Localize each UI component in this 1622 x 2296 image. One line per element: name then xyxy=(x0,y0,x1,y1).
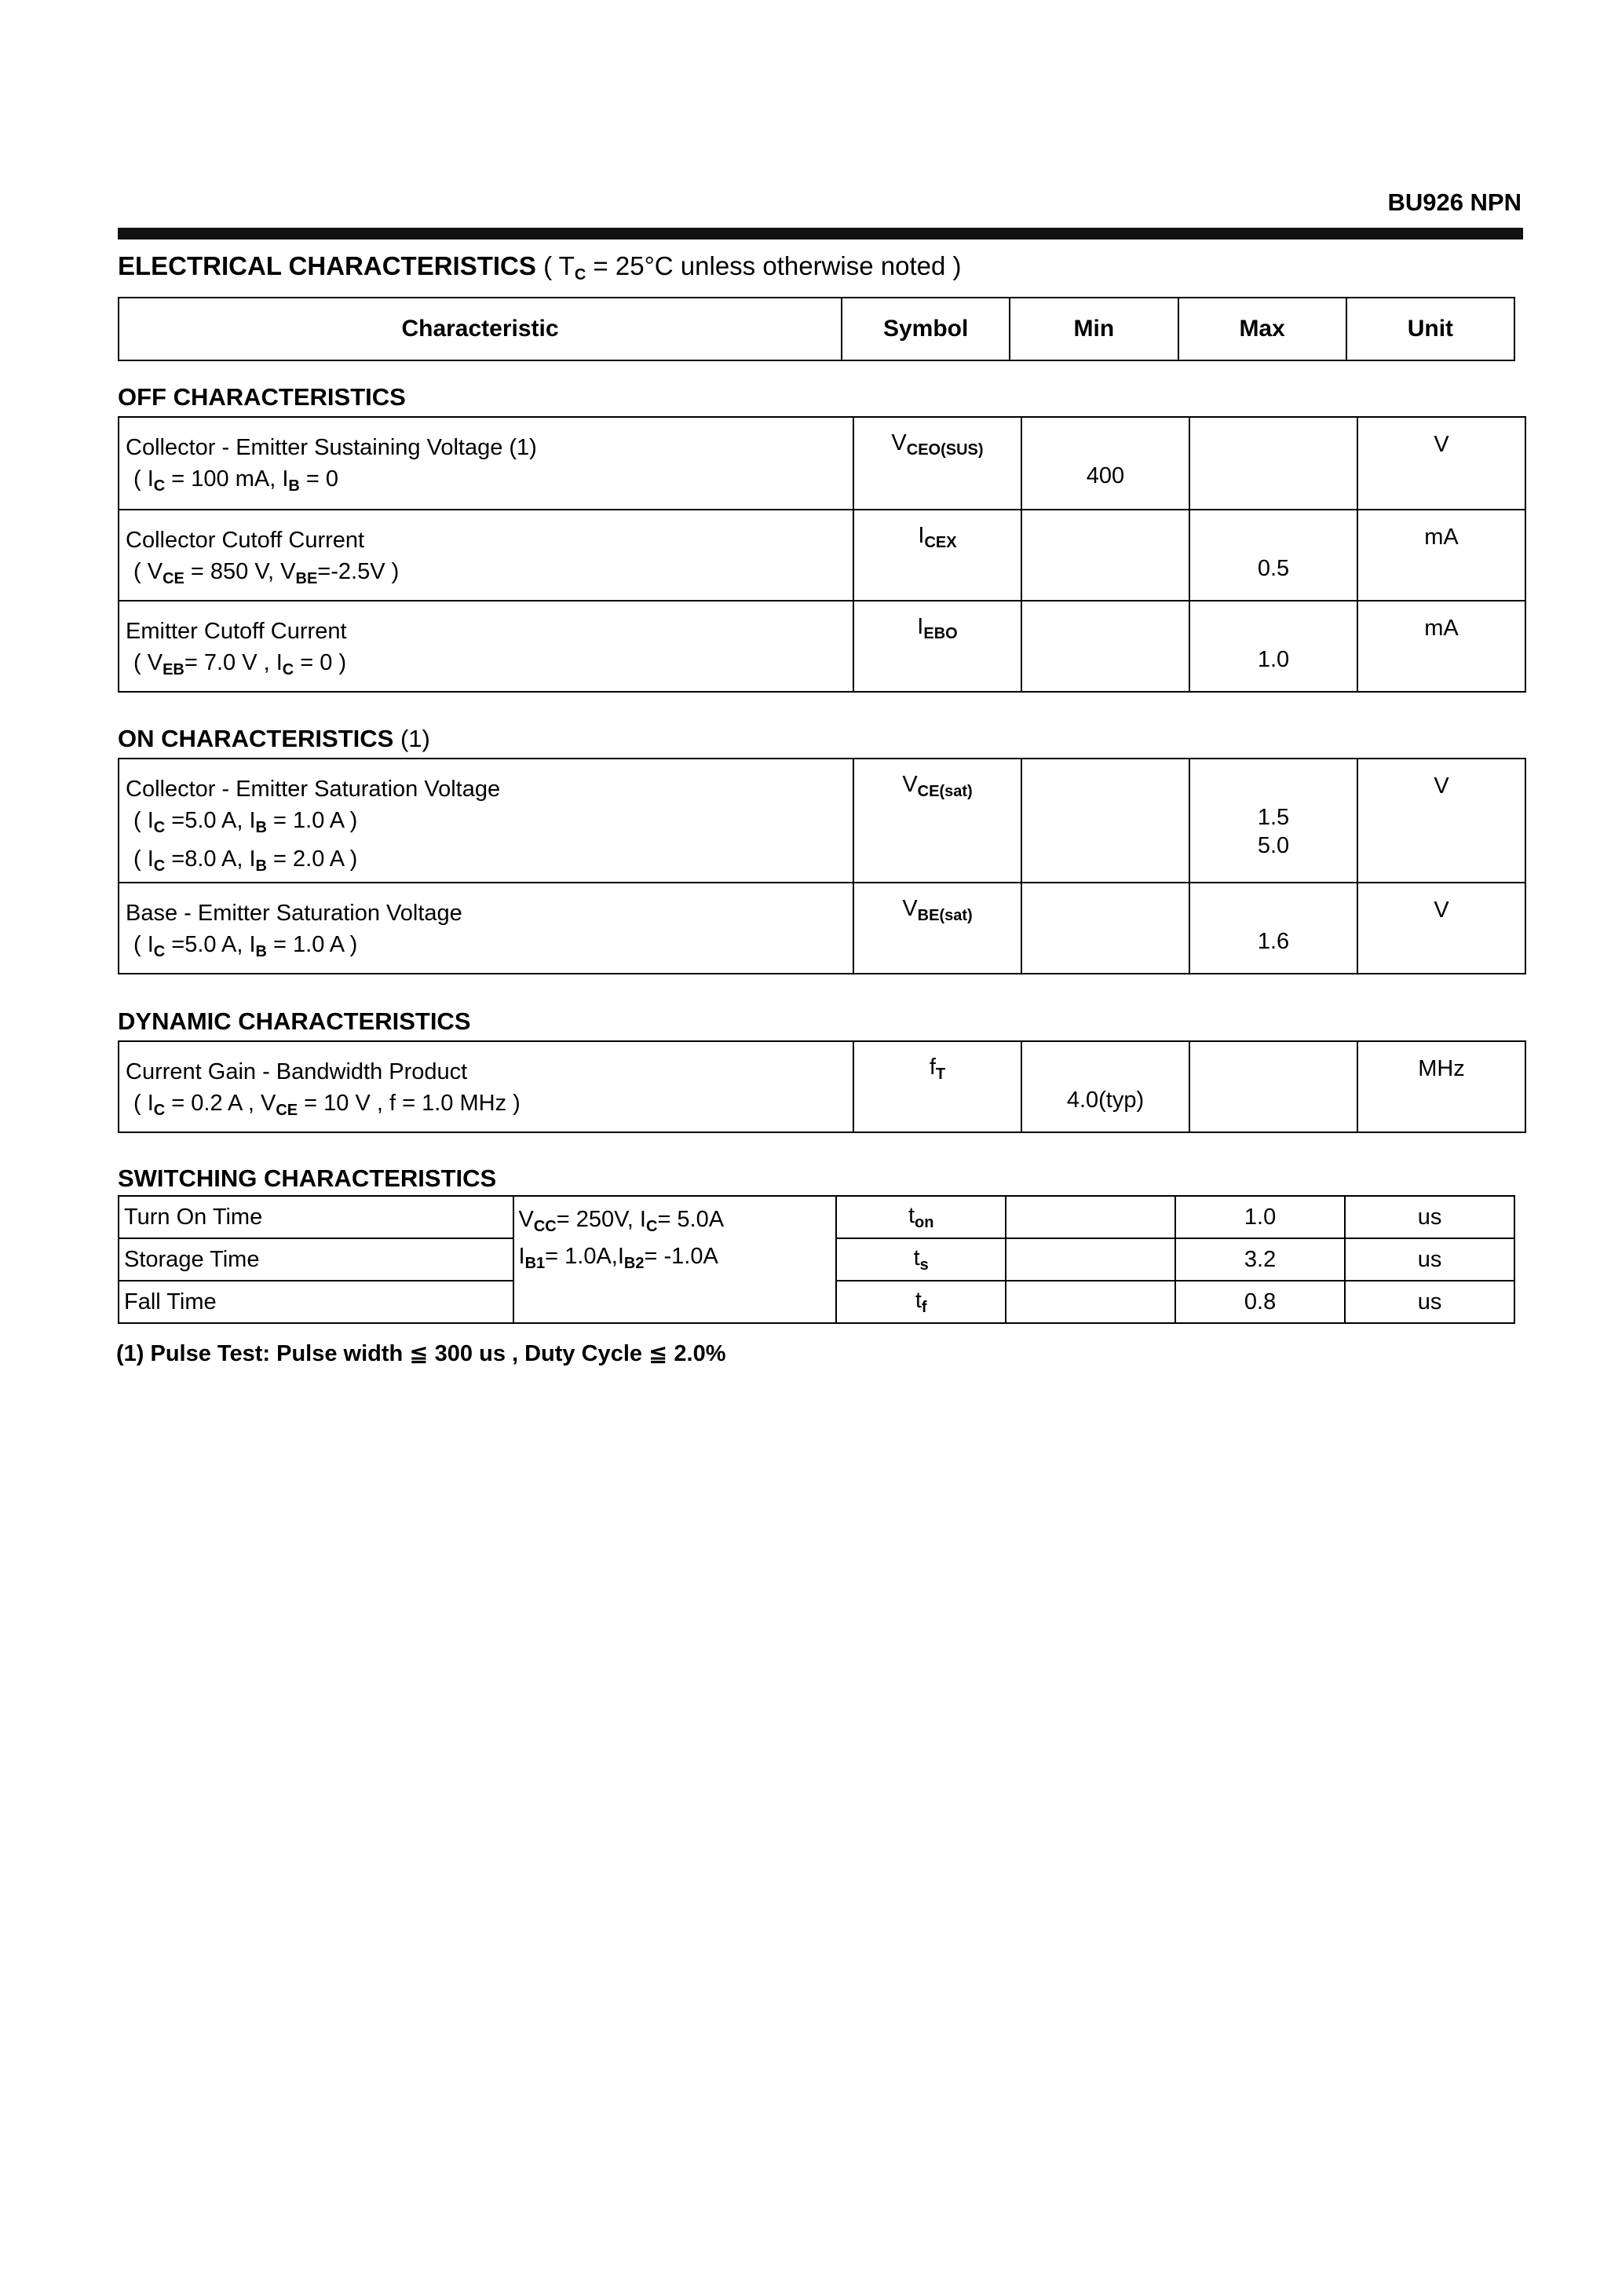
dynamic-row-symbol: $f_T$ xyxy=(929,1055,946,1083)
page-title xyxy=(118,251,961,284)
off-row2-name: Collector Cutoff Current xyxy=(126,528,365,553)
on-row1-symbol: $V_{CE(sat)}$ xyxy=(902,772,973,800)
header-table xyxy=(118,297,1515,361)
off-row1-cond: ( $I_C = 100$ mA, $I_B = 0$ xyxy=(133,466,339,495)
dynamic-row-min: 4.0(typ) xyxy=(1066,1088,1145,1113)
off-table xyxy=(118,416,1526,693)
switching-row2-unit: us xyxy=(1345,1238,1514,1281)
switching-row1-unit: us xyxy=(1345,1196,1514,1238)
header-characteristic: Characteristic xyxy=(119,298,842,360)
off-row2-unit: mA xyxy=(1424,525,1459,550)
table-row xyxy=(119,601,1525,692)
off-row1-name: Collector - Emitter Sustaining Voltage (1) xyxy=(126,435,537,460)
off-row1-symbol: $V_{CEO(SUS)}$ xyxy=(891,430,984,459)
on-row1-name: Collector - Emitter Saturation Voltage xyxy=(126,777,501,802)
off-row3-cond: ( $V_{EB}= 7.0$ V , $I_C = 0$ ) xyxy=(133,650,347,678)
table-row xyxy=(119,1041,1525,1132)
table-row xyxy=(119,1196,1514,1238)
on-row2-name: Base - Emitter Saturation Voltage xyxy=(126,901,462,926)
switching-row3-unit: us xyxy=(1345,1281,1514,1323)
header-min: Min xyxy=(1010,298,1178,360)
footnote: (1) Pulse Test: Pulse width ≦ 300 us , Duty Cycle ≦ 2.0% xyxy=(116,1341,726,1366)
switching-row1-max: 1.0 xyxy=(1175,1196,1345,1238)
off-row3-symbol: $I_{EBO}$ xyxy=(917,614,958,642)
switching-row3-max: 0.8 xyxy=(1175,1281,1345,1323)
title-sub: C xyxy=(574,266,586,283)
on-table xyxy=(118,758,1526,974)
off-row3-unit: mA xyxy=(1424,616,1459,641)
on-row2-symbol: $V_{BE(sat)}$ xyxy=(902,896,973,924)
switching-row3-name: Fall Time xyxy=(119,1281,513,1323)
part-number: BU926 NPN xyxy=(1387,188,1522,216)
switching-row2-symbol: $t_s$ xyxy=(836,1238,1006,1281)
switching-row2-max: 3.2 xyxy=(1175,1238,1345,1281)
on-row2-cond: ( $I_C =5.0$ A, $I_B = 1.0$ A ) xyxy=(133,932,358,960)
off-row2-max: 0.5 xyxy=(1257,556,1290,581)
switching-row2-name: Storage Time xyxy=(119,1238,513,1281)
title-open: ( T xyxy=(543,251,575,280)
on-row1-max1: 1.5 xyxy=(1257,805,1290,830)
table-row xyxy=(119,759,1525,883)
off-row1-unit: V xyxy=(1434,432,1449,457)
switching-row1-symbol: $t_{on}$ xyxy=(836,1196,1006,1238)
table-row xyxy=(119,883,1525,974)
switching-section-title: SWITCHING CHARACTERISTICS xyxy=(118,1164,497,1192)
off-row3-max: 1.0 xyxy=(1257,647,1290,672)
on-row1-cond1: ( $I_C =5.0$ A, $I_B = 1.0$ A ) xyxy=(133,808,358,836)
dynamic-row-cond: ( $I_C = 0.2$ A , $V_{CE} = 10$ V , f = 1.0 MHz ) xyxy=(133,1091,521,1119)
table-row xyxy=(119,510,1525,601)
header-unit: Unit xyxy=(1346,298,1514,360)
dynamic-table xyxy=(118,1040,1526,1133)
on-row2-unit: V xyxy=(1434,898,1449,923)
dynamic-section-title: DYNAMIC CHARACTERISTICS xyxy=(118,1007,471,1035)
off-row2-cond: ( $V_{CE} = 850$ V, $V_{BE}=-2.5V$ ) xyxy=(133,559,400,587)
on-section-title: ON CHARACTERISTICS (1) xyxy=(118,725,430,752)
switching-row1-name: Turn On Time xyxy=(119,1196,513,1238)
off-row2-symbol: $I_{CEX}$ xyxy=(918,523,957,551)
switching-table xyxy=(118,1195,1515,1324)
on-row2-max: 1.6 xyxy=(1257,929,1290,954)
dynamic-row-unit: MHz xyxy=(1418,1056,1465,1081)
title-bold: ELECTRICAL CHARACTERISTICS xyxy=(118,251,536,280)
on-row1-max2: 5.0 xyxy=(1257,833,1290,858)
dynamic-row-name: Current Gain - Bandwidth Product xyxy=(126,1059,468,1084)
switching-row3-symbol: $t_f$ xyxy=(836,1281,1006,1323)
off-row3-name: Emitter Cutoff Current xyxy=(126,619,347,644)
on-row1-unit: V xyxy=(1434,773,1449,799)
table-row xyxy=(119,417,1525,510)
title-rest: = 25°C unless otherwise noted ) xyxy=(586,251,962,280)
header-max: Max xyxy=(1178,298,1346,360)
header-rule xyxy=(118,228,1523,239)
header-symbol: Symbol xyxy=(842,298,1010,360)
off-section-title: OFF CHARACTERISTICS xyxy=(118,383,406,411)
on-row1-cond2: ( $I_C =8.0$ A, $I_B = 2.0$ A ) xyxy=(133,846,358,875)
off-row1-min: 400 xyxy=(1086,463,1125,488)
switching-conditions: $V_{CC}= 250V$, $I_C= 5.0A$ $I_{B1}= 1.0A,I_{B2}= -1.0A$ xyxy=(513,1196,837,1323)
